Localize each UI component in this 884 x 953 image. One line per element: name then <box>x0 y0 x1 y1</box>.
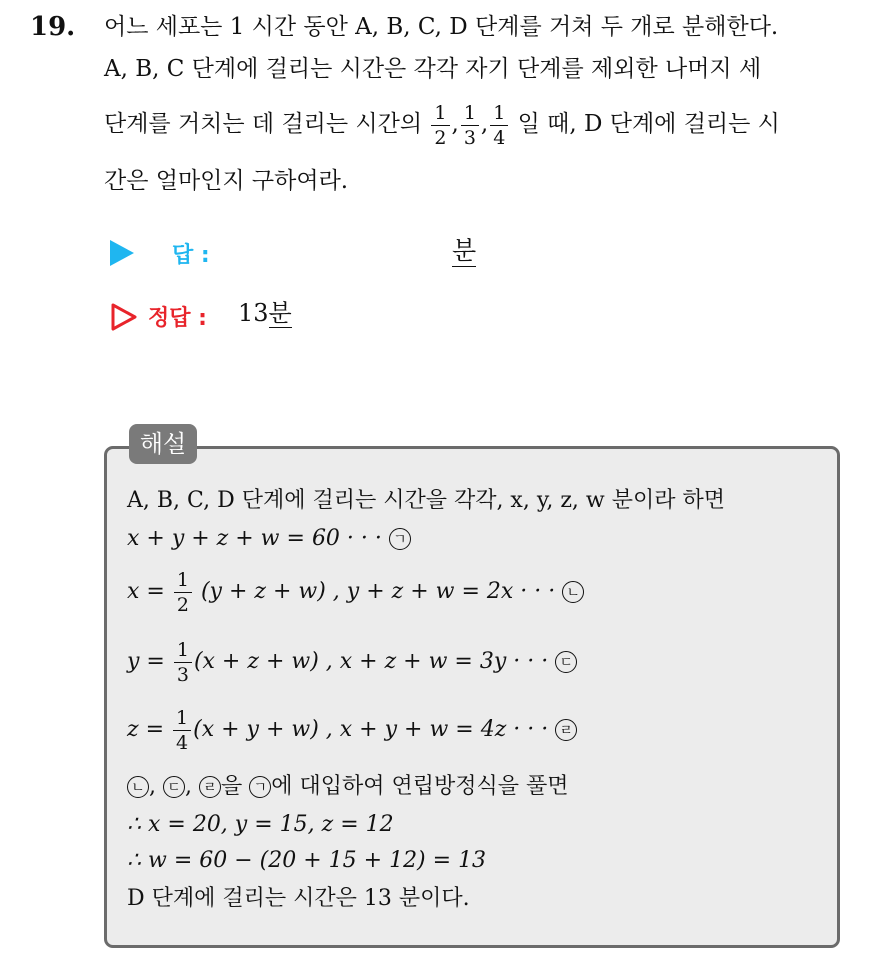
play-triangle-icon <box>110 240 134 266</box>
solution-result-1: ∴ x = 20, y = 15, z = 12 <box>127 812 394 837</box>
answer-label: 답 : <box>172 243 210 268</box>
circled-giyeok-marker: ㄱ <box>389 528 411 550</box>
eq4-fraction: $\frac{1}{4}$ <box>173 706 191 755</box>
solution-eq-2: x = $\frac{1}{2}$ (y + z + w) , y + z + w = 2x · · · ㄴ <box>127 562 584 622</box>
eq3-fraction: $\frac{1}{3}$ <box>174 638 192 687</box>
fraction-quarter: $\frac{1}{4}$ <box>490 101 508 150</box>
solution-substitution: ㄴ , ㄷ , ㄹ 을 ㄱ 에 대입하여 연립방정식을 풀면 <box>127 772 569 802</box>
solution-result-2: ∴ w = 60 − (20 + 15 + 12) = 13 <box>127 848 487 873</box>
answer-unit: 분 <box>452 236 477 265</box>
solution-eq-3: y = $\frac{1}{3}$ (x + z + w) , x + z + w = 3y · · · ㄷ <box>127 632 577 692</box>
question-line-3-pre: 단계를 거치는 데 걸리는 시간의 <box>104 111 423 137</box>
solution-eq-1: x + y + z + w = 60 · · · ㄱ <box>127 524 411 554</box>
question-line-4: 간은 얼마인지 구하여라. <box>104 168 349 194</box>
fraction-third: $\frac{1}{3}$ <box>461 101 479 150</box>
solution-eq-4: z = $\frac{1}{4}$ (x + y + w) , x + y + w = 4z · · · ㄹ <box>127 700 577 760</box>
outline-triangle-icon <box>110 302 138 332</box>
circled-rieul-marker: ㄹ <box>555 719 577 741</box>
correct-answer-label: 정답 : <box>148 306 207 331</box>
question-line-3: 단계를 거치는 데 걸리는 시간의 $\frac{1}{2}$ , $\frac{1}{3}$ , $\frac{1}{4}$ 일 때, D 단계에 걸리는 시 <box>104 101 780 149</box>
question-line-3-post: 일 때, D 단계에 걸리는 시 <box>517 111 780 137</box>
correct-answer-value: 13분 <box>238 299 292 327</box>
question-number: 19. <box>30 12 76 42</box>
solution-line-1: A, B, C, D 단계에 걸리는 시간을 각각, x, y, z, w 분이라 하면 <box>127 488 725 513</box>
eq2-fraction: $\frac{1}{2}$ <box>174 568 192 617</box>
question-line-1: 어느 세포는 1 시간 동안 A, B, C, D 단계를 거쳐 두 개로 분해한다. <box>104 14 779 40</box>
solution-tab: 해설 <box>129 424 197 464</box>
circled-nieun-marker: ㄴ <box>562 581 584 603</box>
question-line-2: A, B, C 단계에 걸리는 시간은 각각 자기 단계를 제외한 나머지 세 <box>104 56 762 82</box>
solution-final: D 단계에 걸리는 시간은 13 분이다. <box>127 886 470 911</box>
circled-digeut-marker: ㄷ <box>555 651 577 673</box>
fraction-half: $\frac{1}{2}$ <box>431 101 449 150</box>
